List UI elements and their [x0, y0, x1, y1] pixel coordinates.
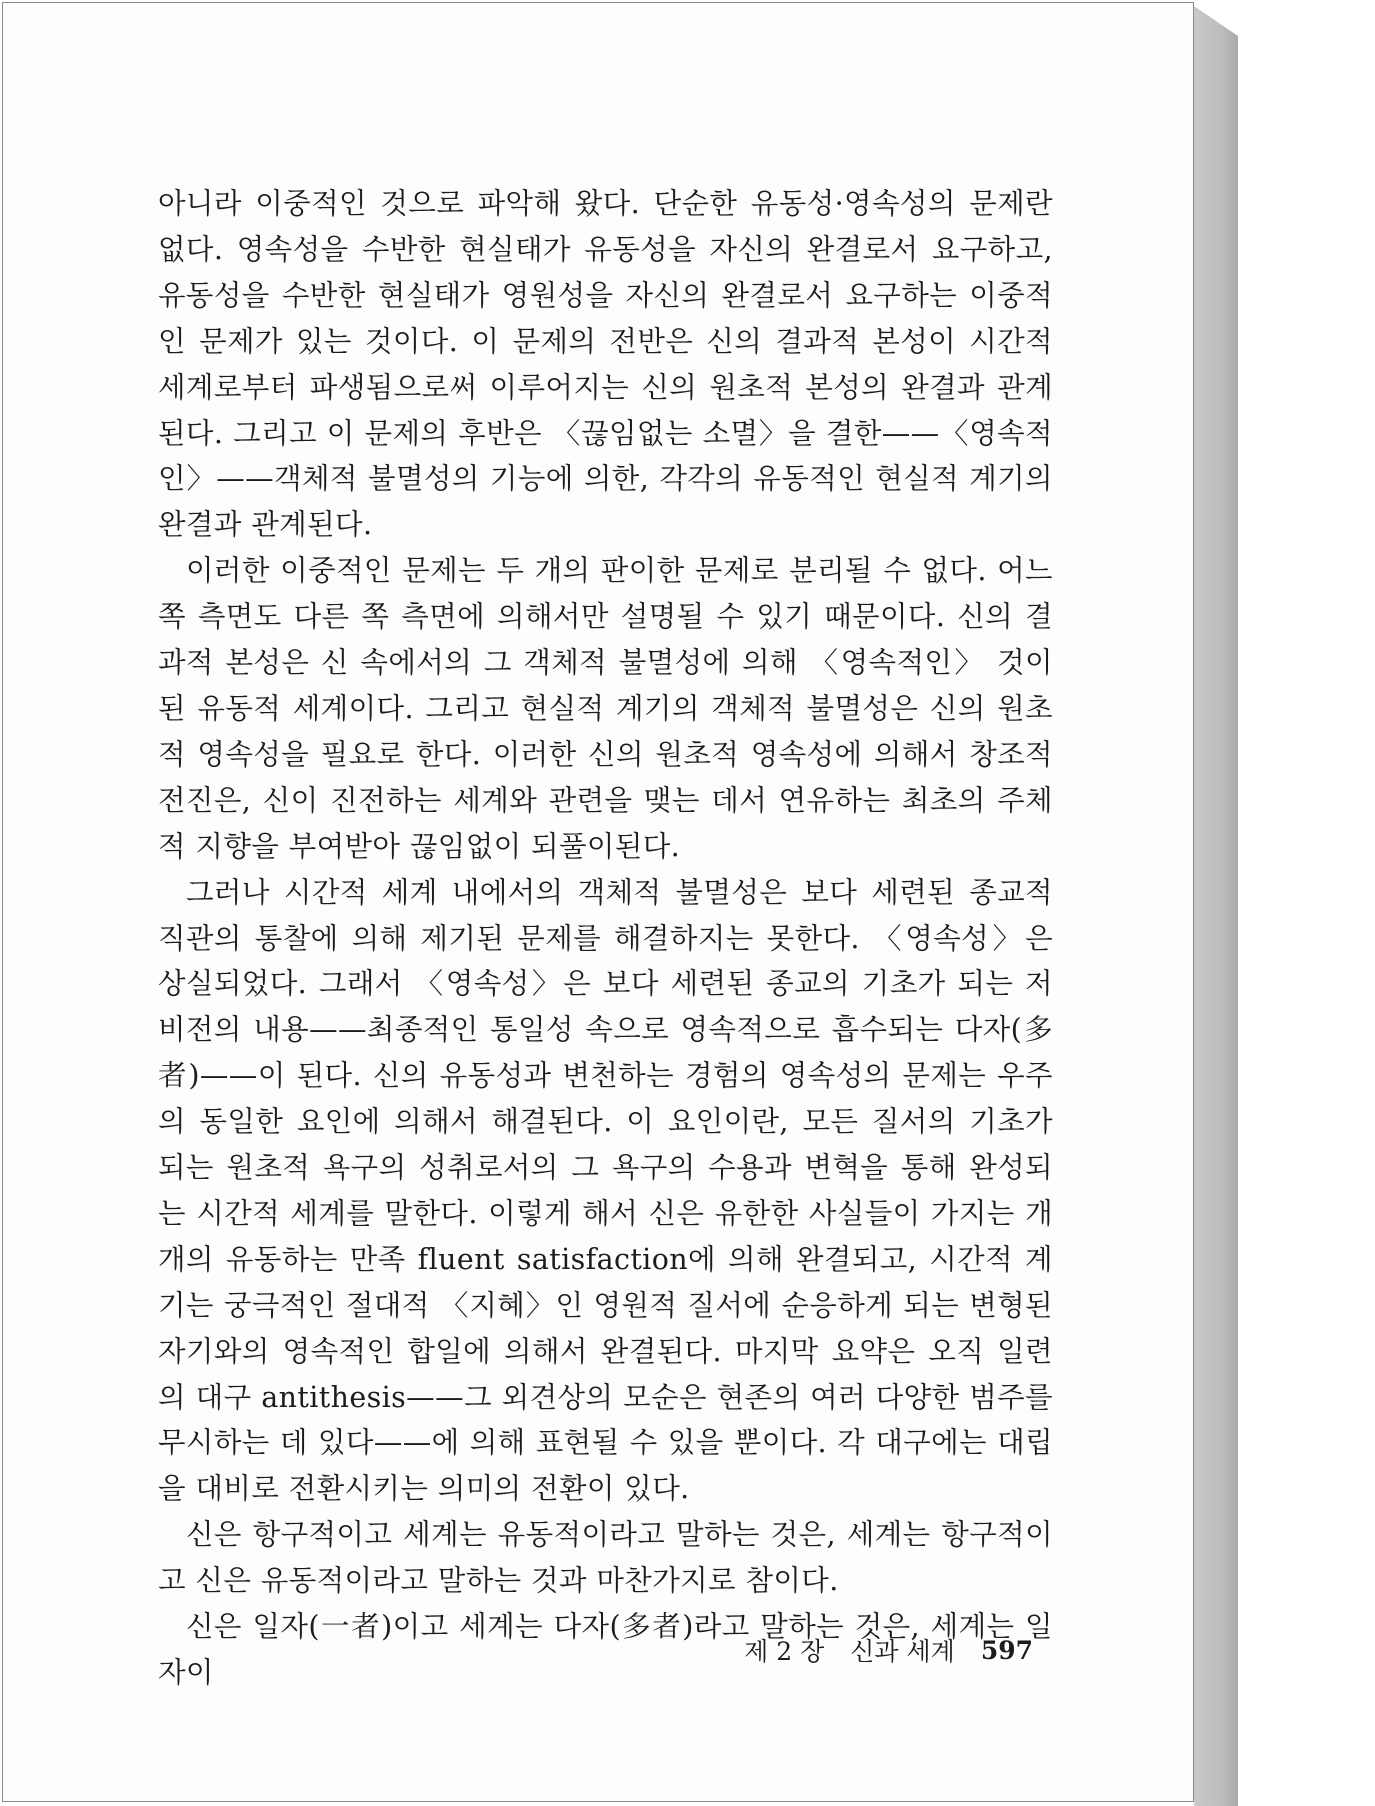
paragraph-2: 이러한 이중적인 문제는 두 개의 판이한 문제로 분리될 수 없다. 어느 쪽 측면도 다른 쪽 측면에 의해서만 설명될 수 있기 때문이다. 신의 결과적 본성은 신 속에서의 그 객체적 불멸성에 의해 〈영속적인〉 것이 된 유동적 세계이다. 그리고 현실적 계기의 객체적 불멸성은 신의 원초적 영속성을 필요로 한다. 이러한 신의 원초적 영속성에 의해서 창조적 전진은, 신이 진전하는 세계와 관련을 맺는 데서 연유하는 최초의 주체적 지향을 부여받아 끊임없이 되풀이된다.: [158, 554, 1053, 863]
paragraph-3: 그러나 시간적 세계 내에서의 객체적 불멸성은 보다 세련된 종교적 직관의 통찰에 의해 제기된 문제를 해결하지는 못한다. 〈영속성〉은 상실되었다. 그래서 〈영속성〉은 보다 세련된 종교의 기초가 되는 저 비전의 내용——최종적인 통일성 속으로 영속적으로 흡수되는 다자(多者)——이 된다. 신의 유동성과 변천하는 경험의 영속성의 문제는 우주의 동일한 요인에 의해서 해결된다. 이 요인이란, 모든 질서의 기초가 되는 원초적 욕구의 성취로서의 그 욕구의 수용과 변혁을 통해 완성되는 시간적 세계를 말한다. 이렇게 해서 신은 유한한 사실들이 가지는 개개의 유동하는 만족 fluent satisfaction에 의해 완결되고, 시간적 계기는 궁극적인 절대적 〈지혜〉인 영원적 질서에 순응하게 되는 변형된 자기와의 영속적인 합일에 의해서 완결된다. 마지막 요약은 오직 일련의 대구 antithesis——그 외견상의 모순은 현존의 여러 다양한 범주를 무시하는 데 있다——에 의해 표현될 수 있을 뿐이다. 각 대구에는 대립을 대비로 전환시키는 의미의 전환이 있다.: [158, 875, 1053, 1506]
page: [2, 2, 1194, 1802]
running-footer: [703, 1630, 1033, 1670]
paragraph-5: 신은 일자(一者)이고 세계는 다자(多者)라고 말하는 것은, 세계는 일자이: [158, 1610, 1053, 1689]
book-page-edges: [1194, 6, 1238, 1806]
footer-chapter: 제 2 장: [744, 1637, 825, 1666]
footer-title: 신과 세계: [850, 1637, 955, 1666]
paragraph-4: 신은 항구적이고 세계는 유동적이라고 말하는 것은, 세계는 항구적이고 신은 유동적이라고 말하는 것과 마찬가지로 참이다.: [158, 1518, 1053, 1598]
page-number: 597: [980, 1635, 1033, 1665]
paragraph-1: 아니라 이중적인 것으로 파악해 왔다. 단순한 유동성·영속성의 문제란 없다. 영속성을 수반한 현실태가 유동성을 자신의 완결로서 요구하고, 유동성을 수반한 현실태가 영원성을 자신의 완결로서 요구하는 이중적인 문제가 있는 것이다. 이 문제의 전반은 신의 결과적 본성이 시간적 세계로부터 파생됨으로써 이루어지는 신의 원초적 본성의 완결과 관계된다. 그리고 이 문제의 후반은 〈끊임없는 소멸〉을 결한——〈영속적인〉——객체적 불멸성의 기능에 의한, 각각의 유동적인 현실적 계기의 완결과 관계된다.: [158, 187, 1053, 542]
body-text: [158, 181, 1053, 1696]
